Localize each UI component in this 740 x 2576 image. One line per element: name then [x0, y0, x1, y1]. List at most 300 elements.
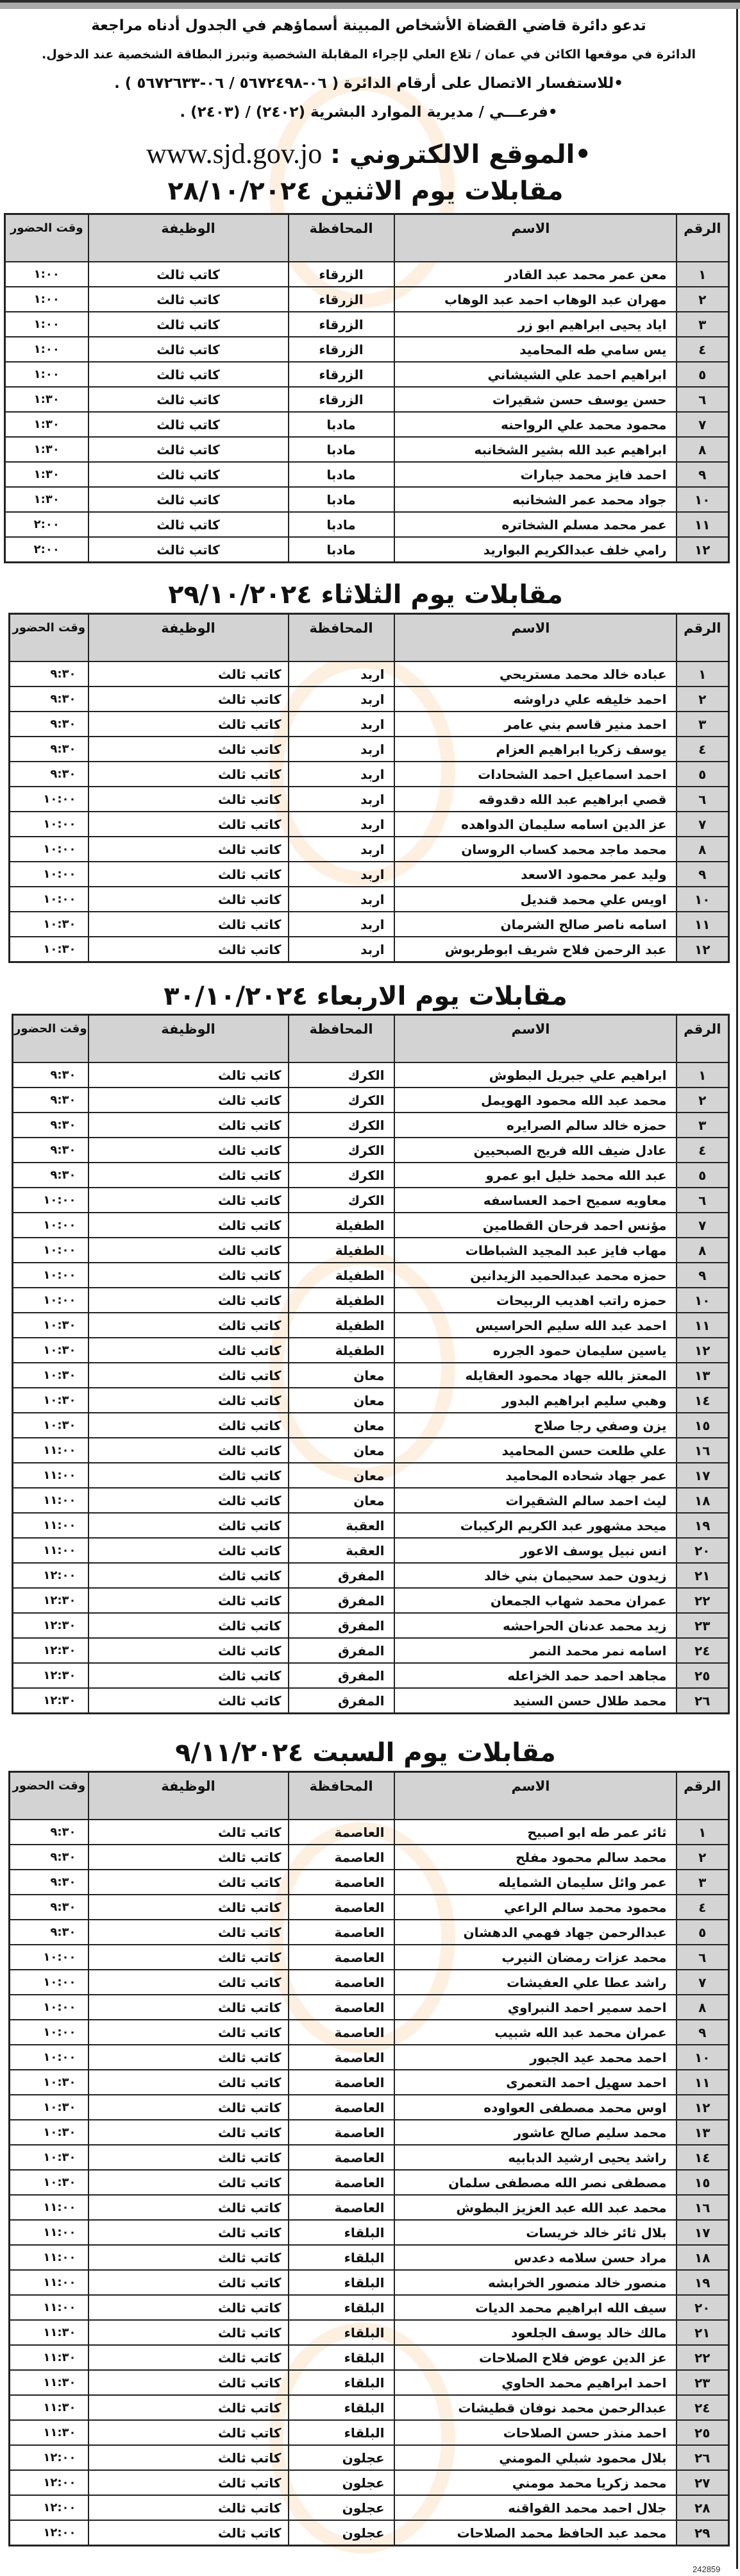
table-row — [10, 787, 729, 812]
inquiry-phone-line: •للاستفسار الاتصال على أرقام الدائرة ( ٠٦-٥٦٧٢٤٩٨ / ٠٦-٥٦٧٢٦٣٣ ) . — [114, 75, 623, 92]
cell-name: اويس علي محمد قنديل — [394, 887, 677, 912]
cell-job: كاتب ثالث — [88, 1638, 289, 1663]
cell-gov: العاصمة — [289, 1870, 394, 1895]
table-row — [10, 737, 729, 762]
cell-name: ياسين سليمان حمود الجرره — [394, 1338, 677, 1363]
cell-num: ١٨ — [677, 2245, 729, 2270]
cell-job: كاتب ثالث — [88, 1870, 289, 1895]
cell-gov: مادبا — [289, 487, 394, 512]
column-header-num: الرقم — [677, 614, 729, 662]
cell-gov: اربد — [289, 837, 394, 862]
cell-num: ١٢ — [677, 537, 729, 563]
cell-gov: اربد — [289, 937, 394, 962]
cell-name: احمد محمد عيد الجبور — [394, 2045, 677, 2070]
cell-job: كاتب ثالث — [88, 2520, 289, 2546]
column-header-time: وقت الحضور — [10, 1772, 88, 1820]
cell-time: ١٠:٣٠ — [10, 2170, 88, 2195]
table-row — [13, 1463, 729, 1488]
cell-name: منصور خالد منصور الخرابشه — [394, 2270, 677, 2295]
table-row — [10, 837, 729, 862]
website-link[interactable]: www.sjd.gov.jo — [146, 138, 323, 169]
cell-num: ٤ — [677, 1895, 729, 1920]
cell-name: ابراهيم علي جبريل البطوش — [394, 1062, 677, 1088]
cell-gov: البلقاء — [289, 2270, 394, 2295]
cell-job: كاتب ثالث — [88, 2170, 289, 2195]
cell-num: ٢١ — [677, 2320, 729, 2345]
cell-name: عادل ضيف الله فريج الصبحيين — [394, 1138, 677, 1163]
cell-time: ٩:٣٠ — [13, 1138, 88, 1163]
cell-job: كاتب ثالث — [88, 2420, 289, 2445]
cell-name: محمود محمد علي الرواحنه — [394, 412, 677, 437]
cell-name: عمران محمد عبد الله شبيب — [394, 2020, 677, 2045]
cell-job: كاتب ثالث — [88, 1062, 289, 1088]
cell-gov: الطفيلة — [289, 1313, 394, 1338]
cell-time: ٩:٣٠ — [13, 1062, 88, 1088]
cell-time: ١٠:٠٠ — [13, 1213, 88, 1238]
cell-name: المعتز بالله جهاد محمود العقايله — [394, 1363, 677, 1388]
column-header-num: الرقم — [677, 1015, 729, 1063]
cell-gov: اربد — [289, 912, 394, 937]
cell-time: ١١:٣٠ — [10, 2345, 88, 2370]
cell-gov: اربد — [289, 887, 394, 912]
cell-name: محمد زكريا محمد مومني — [394, 2470, 677, 2495]
cell-num: ٢٦ — [677, 2445, 729, 2470]
cell-job: كاتب ثالث — [88, 337, 289, 362]
cell-job: كاتب ثالث — [88, 1213, 289, 1238]
column-header-name: الاسم — [394, 1015, 677, 1063]
cell-name: حمزه محمد عبدالحميد الزيدانين — [394, 1263, 677, 1288]
cell-name: يزن وصفي رجا صلاح — [394, 1413, 677, 1438]
cell-time: ١٠:٠٠ — [10, 2045, 88, 2070]
cell-job: كاتب ثالث — [88, 2495, 289, 2520]
cell-job: كاتب ثالث — [88, 912, 289, 937]
table-row — [13, 1538, 729, 1563]
cell-gov: الكرك — [289, 1188, 394, 1213]
cell-time: ١٠:٣٠ — [10, 912, 88, 937]
column-header-time: وقت الحضور — [10, 614, 88, 662]
cell-gov: العاصمة — [289, 1845, 394, 1870]
cell-gov: العاصمة — [289, 1970, 394, 1995]
cell-time: ١١:٣٠ — [10, 2320, 88, 2345]
cell-gov: العاصمة — [289, 2120, 394, 2145]
cell-time: ١:٠٠ — [5, 312, 88, 337]
cell-time: ١٠:٠٠ — [10, 812, 88, 837]
cell-time: ١٠:٣٠ — [10, 2145, 88, 2170]
website-line — [13, 136, 725, 173]
cell-num: ٦ — [677, 387, 729, 412]
cell-job: كاتب ثالث — [88, 537, 289, 563]
cell-gov: معان — [289, 1388, 394, 1413]
cell-job: كاتب ثالث — [88, 312, 289, 337]
cell-gov: الطفيلة — [289, 1238, 394, 1263]
table-row — [10, 2045, 729, 2070]
cell-gov: اربد — [289, 661, 394, 687]
table-row — [5, 512, 729, 537]
table-row — [10, 937, 729, 962]
column-header-job: الوظيفة — [88, 214, 289, 262]
cell-gov: العاصمة — [289, 1920, 394, 1945]
table-row — [10, 1845, 729, 1870]
cell-num: ٢٠ — [677, 2295, 729, 2320]
cell-job: كاتب ثالث — [88, 437, 289, 462]
cell-gov: المفرق — [289, 1688, 394, 1714]
table-row — [13, 1238, 729, 1263]
cell-name: عمر جهاد شحاده المحاميد — [394, 1463, 677, 1488]
cell-num: ٢٠ — [677, 1538, 729, 1563]
cell-num: ٣ — [677, 1113, 729, 1138]
cell-name: يوسف زكريا ابراهيم العزام — [394, 737, 677, 762]
cell-gov: العاصمة — [289, 2170, 394, 2195]
cell-job: كاتب ثالث — [88, 362, 289, 387]
cell-num: ٢ — [677, 287, 729, 312]
cell-job: كاتب ثالث — [88, 2370, 289, 2395]
cell-job: كاتب ثالث — [88, 1238, 289, 1263]
table-row — [10, 2095, 729, 2120]
cell-gov: اربد — [289, 762, 394, 787]
table-row — [10, 2495, 729, 2520]
cell-time: ١:٣٠ — [5, 462, 88, 487]
cell-num: ١ — [677, 1820, 729, 1845]
cell-name: عمر محمد مسلم الشخاتره — [394, 512, 677, 537]
cell-num: ٢١ — [677, 1563, 729, 1588]
cell-gov: معان — [289, 1413, 394, 1438]
cell-num: ٢٢ — [677, 2345, 729, 2370]
cell-time: ١٢:٠٠ — [10, 2495, 88, 2520]
cell-name: اياد يحيى ابراهيم ابو زر — [394, 312, 677, 337]
cell-gov: الكرك — [289, 1138, 394, 1163]
cell-gov: البلقاء — [289, 2395, 394, 2420]
column-header-name: الاسم — [394, 1772, 677, 1820]
cell-job: كاتب ثالث — [88, 2020, 289, 2045]
cell-time: ٩:٣٠ — [10, 1820, 88, 1845]
cell-name: احمد فايز محمد جبارات — [394, 462, 677, 487]
table-row — [10, 2370, 729, 2395]
column-header-name: الاسم — [394, 214, 677, 262]
table-row — [10, 2420, 729, 2445]
cell-job: كاتب ثالث — [88, 1588, 289, 1613]
cell-num: ١٤ — [677, 2145, 729, 2170]
cell-job: كاتب ثالث — [88, 1138, 289, 1163]
cell-time: ١٠:٠٠ — [10, 837, 88, 862]
cell-gov: البلقاء — [289, 2420, 394, 2445]
cell-num: ١٤ — [677, 1388, 729, 1413]
cell-num: ٦ — [677, 787, 729, 812]
cell-gov: عجلون — [289, 2495, 394, 2520]
cell-name: محمود محمد سالم الراعي — [394, 1895, 677, 1920]
cell-num: ١١ — [677, 1313, 729, 1338]
cell-num: ١٠ — [677, 887, 729, 912]
cell-name: بلال محمود شبلي المومني — [394, 2445, 677, 2470]
cell-job: كاتب ثالث — [88, 687, 289, 712]
cell-num: ٤ — [677, 337, 729, 362]
cell-time: ١٠:٠٠ — [10, 1945, 88, 1970]
cell-job: كاتب ثالث — [88, 1820, 289, 1845]
cell-job: كاتب ثالث — [88, 2070, 289, 2095]
cell-num: ٢٤ — [677, 1638, 729, 1663]
cell-job: كاتب ثالث — [88, 2120, 289, 2145]
cell-gov: البلقاء — [289, 2320, 394, 2345]
table-row — [10, 712, 729, 737]
cell-gov: معان — [289, 1488, 394, 1513]
cell-name: اسامه ناصر صالح الشرمان — [394, 912, 677, 937]
cell-job: كاتب ثالث — [88, 1488, 289, 1513]
cell-time: ٩:٣٠ — [13, 1113, 88, 1138]
cell-gov: الزرقاء — [289, 262, 394, 287]
cell-job: كاتب ثالث — [88, 262, 289, 287]
cell-name: ابراهيم احمد علي الشيشاني — [394, 362, 677, 387]
cell-name: رامي خلف عبدالكريم البواريد — [394, 537, 677, 563]
cell-job: كاتب ثالث — [88, 2095, 289, 2120]
cell-num: ١ — [677, 262, 729, 287]
cell-time: ١٢:٠٠ — [10, 2445, 88, 2470]
cell-gov: اربد — [289, 787, 394, 812]
table-row — [13, 1488, 729, 1513]
cell-job: كاتب ثالث — [88, 887, 289, 912]
cell-name: حمزه خالد سالم الصرايره — [394, 1113, 677, 1138]
cell-num: ٢ — [677, 687, 729, 712]
table-row — [10, 2270, 729, 2295]
cell-job: كاتب ثالث — [88, 787, 289, 812]
cell-gov: مادبا — [289, 512, 394, 537]
cell-time: ١٠:٣٠ — [10, 937, 88, 962]
cell-job: كاتب ثالث — [88, 1263, 289, 1288]
cell-gov: الطفيلة — [289, 1338, 394, 1363]
cell-name: احمد سهيل احمد التعمرى — [394, 2070, 677, 2095]
table-row — [10, 2145, 729, 2170]
table-row — [10, 812, 729, 837]
cell-time: ٩:٣٠ — [10, 712, 88, 737]
cell-job: كاتب ثالث — [88, 737, 289, 762]
cell-job: كاتب ثالث — [88, 1613, 289, 1638]
cell-job: كاتب ثالث — [88, 837, 289, 862]
cell-gov: مادبا — [289, 462, 394, 487]
table-row — [13, 1363, 729, 1388]
table-row — [13, 1338, 729, 1363]
cell-num: ٤ — [677, 737, 729, 762]
cell-time: ٩:٣٠ — [10, 1895, 88, 1920]
cell-num: ٣ — [677, 1870, 729, 1895]
cell-num: ٩ — [677, 862, 729, 887]
column-header-name: الاسم — [394, 614, 677, 662]
cell-gov: الكرك — [289, 1113, 394, 1138]
cell-time: ١١:٠٠ — [13, 1488, 88, 1513]
cell-gov: الزرقاء — [289, 362, 394, 387]
cell-gov: العاصمة — [289, 2195, 394, 2220]
table-row — [10, 2220, 729, 2245]
column-header-job: الوظيفة — [88, 1015, 289, 1063]
table-row — [13, 1438, 729, 1463]
cell-job: كاتب ثالث — [88, 512, 289, 537]
table-row — [5, 362, 729, 387]
table-row — [13, 1588, 729, 1613]
cell-job: كاتب ثالث — [88, 2295, 289, 2320]
cell-gov: المفرق — [289, 1613, 394, 1638]
cell-name: احمد ابراهيم محمد الحاوي — [394, 2370, 677, 2395]
cell-job: كاتب ثالث — [88, 1563, 289, 1588]
ad-code: 242859 — [693, 2564, 721, 2574]
cell-job: كاتب ثالث — [88, 1845, 289, 1870]
cell-time: ١١:٣٠ — [10, 2370, 88, 2395]
cell-name: محمد ماجد محمد كساب الروسان — [394, 837, 677, 862]
table-row — [13, 1388, 729, 1413]
cell-num: ١٦ — [677, 2195, 729, 2220]
cell-num: ١٩ — [677, 1513, 729, 1538]
table-row — [5, 412, 729, 437]
cell-time: ١٠:٠٠ — [13, 1288, 88, 1313]
cell-num: ٢٣ — [677, 1613, 729, 1638]
cell-num: ١ — [677, 1062, 729, 1088]
cell-time: ٩:٣٠ — [13, 1088, 88, 1113]
cell-name: مراد حسن سلامه دعدس — [394, 2245, 677, 2270]
cell-name: اوس محمد مصطفى العواوده — [394, 2095, 677, 2120]
cell-time: ١:٠٠ — [5, 337, 88, 362]
cell-time: ١١:٠٠ — [10, 2245, 88, 2270]
cell-num: ٩ — [677, 1263, 729, 1288]
cell-name: احمد عبد الله سليم الحراسيس — [394, 1313, 677, 1338]
cell-name: عز الدين اسامه سليمان الدواهده — [394, 812, 677, 837]
table-row — [10, 887, 729, 912]
table-row — [10, 1870, 729, 1895]
table-row — [10, 2120, 729, 2145]
table-row — [10, 2445, 729, 2470]
cell-job: كاتب ثالث — [88, 1463, 289, 1488]
cell-time: ١٠:٣٠ — [13, 1363, 88, 1388]
cell-job: كاتب ثالث — [88, 1338, 289, 1363]
cell-name: عبدالرحمن جهاد فهمي الدهشان — [394, 1920, 677, 1945]
cell-job: كاتب ثالث — [88, 661, 289, 687]
cell-name: محمد عبد الله محمود الهويمل — [394, 1088, 677, 1113]
cell-gov: الزرقاء — [289, 337, 394, 362]
cell-time: ١٠:٣٠ — [10, 2070, 88, 2095]
cell-gov: العاصمة — [289, 2020, 394, 2045]
cell-name: راشد عطا علي العفيشات — [394, 1970, 677, 1995]
cell-num: ٨ — [677, 1995, 729, 2020]
cell-time: ١٢:٣٠ — [13, 1638, 88, 1663]
cell-name: راشد يحيى ارشيد الدبابيه — [394, 2145, 677, 2170]
cell-num: ١٢ — [677, 2095, 729, 2120]
cell-job: كاتب ثالث — [88, 1688, 289, 1714]
table-row — [5, 537, 729, 563]
cell-job: كاتب ثالث — [88, 287, 289, 312]
cell-job: كاتب ثالث — [88, 1163, 289, 1188]
cell-time: ١٠:٣٠ — [13, 1313, 88, 1338]
cell-num: ١٣ — [677, 1363, 729, 1388]
cell-time: ١٠:٠٠ — [10, 1970, 88, 1995]
cell-num: ٢٦ — [677, 1688, 729, 1714]
cell-num: ٥ — [677, 362, 729, 387]
cell-name: سيف الله ابراهيم محمد الديات — [394, 2295, 677, 2320]
cell-num: ٢٩ — [677, 2520, 729, 2546]
cell-job: كاتب ثالث — [88, 387, 289, 412]
cell-time: ١٠:٠٠ — [10, 787, 88, 812]
cell-time: ١٠:٣٠ — [10, 2095, 88, 2120]
cell-name: عمر وائل سليمان الشمايله — [394, 1870, 677, 1895]
cell-time: ١:٠٠ — [5, 262, 88, 287]
cell-num: ٨ — [677, 837, 729, 862]
cell-num: ٢٧ — [677, 2470, 729, 2495]
table-row — [13, 1563, 729, 1588]
cell-num: ١١ — [677, 2070, 729, 2095]
cell-time: ١٠:٠٠ — [10, 2020, 88, 2045]
cell-num: ٨ — [677, 1238, 729, 1263]
table-header-row — [5, 214, 729, 262]
table-row — [10, 912, 729, 937]
column-header-job: الوظيفة — [88, 614, 289, 662]
table-row — [13, 1513, 729, 1538]
cell-num: ٥ — [677, 1163, 729, 1188]
cell-num: ١٥ — [677, 1413, 729, 1438]
cell-num: ٢٢ — [677, 1588, 729, 1613]
table-row — [10, 1995, 729, 2020]
table-row — [10, 1970, 729, 1995]
table-row — [10, 687, 729, 712]
table-row — [10, 1895, 729, 1920]
cell-time: ١٢:٣٠ — [13, 1688, 88, 1714]
cell-gov: معان — [289, 1438, 394, 1463]
cell-gov: الكرك — [289, 1088, 394, 1113]
cell-gov: العاصمة — [289, 2145, 394, 2170]
cell-gov: العاصمة — [289, 2095, 394, 2120]
table-row — [5, 387, 729, 412]
cell-time: ٢:٠٠ — [5, 512, 88, 537]
table-row — [13, 1088, 729, 1113]
table-row — [5, 462, 729, 487]
table-row — [13, 1138, 729, 1163]
interview-schedule-table — [8, 613, 730, 963]
cell-gov: اربد — [289, 737, 394, 762]
website-label: •الموقع الالكتروني : — [330, 140, 591, 169]
table-row — [10, 2020, 729, 2045]
cell-job: كاتب ثالث — [88, 1945, 289, 1970]
cell-gov: البلقاء — [289, 2370, 394, 2395]
cell-time: ١٢:٠٠ — [10, 2520, 88, 2546]
column-header-gov: المحافظة — [289, 1772, 394, 1820]
day-title: مقابلات يوم السبت ٩/١١/٢٠٢٤ — [175, 1738, 556, 1768]
table-row — [13, 1062, 729, 1088]
cell-gov: الزرقاء — [289, 387, 394, 412]
cell-name: محمد عبد الله عبد العزيز البطوش — [394, 2195, 677, 2220]
cell-num: ٧ — [677, 1970, 729, 1995]
table-row — [10, 2070, 729, 2095]
cell-name: عباده خالد محمد مستريحي — [394, 661, 677, 687]
table-row — [13, 1213, 729, 1238]
cell-num: ١٠ — [677, 2045, 729, 2070]
cell-name: محمد عزات رمضان النيرب — [394, 1945, 677, 1970]
cell-job: كاتب ثالث — [88, 1663, 289, 1688]
cell-gov: البلقاء — [289, 2345, 394, 2370]
cell-name: احمد خليفه علي دراوشه — [394, 687, 677, 712]
cell-time: ١٠:٠٠ — [10, 1995, 88, 2020]
cell-gov: العقبة — [289, 1538, 394, 1563]
cell-job: كاتب ثالث — [88, 1088, 289, 1113]
cell-name: حسن يوسف حسن شقيرات — [394, 387, 677, 412]
cell-time: ٩:٣٠ — [10, 737, 88, 762]
table-row — [13, 1688, 729, 1714]
column-header-gov: المحافظة — [289, 1015, 394, 1063]
cell-gov: المفرق — [289, 1638, 394, 1663]
cell-name: مؤنس احمد فرحان القطامين — [394, 1213, 677, 1238]
cell-job: كاتب ثالث — [88, 1895, 289, 1920]
cell-job: كاتب ثالث — [88, 1513, 289, 1538]
cell-gov: البلقاء — [289, 2295, 394, 2320]
cell-name: احمد منير قاسم بني عامر — [394, 712, 677, 737]
cell-job: كاتب ثالث — [88, 1438, 289, 1463]
table-row — [13, 1263, 729, 1288]
cell-num: ٧ — [677, 412, 729, 437]
cell-name: ثائر عمر طه ابو اصبيح — [394, 1820, 677, 1845]
cell-time: ٩:٣٠ — [10, 1870, 88, 1895]
cell-time: ١٠:٠٠ — [10, 862, 88, 887]
